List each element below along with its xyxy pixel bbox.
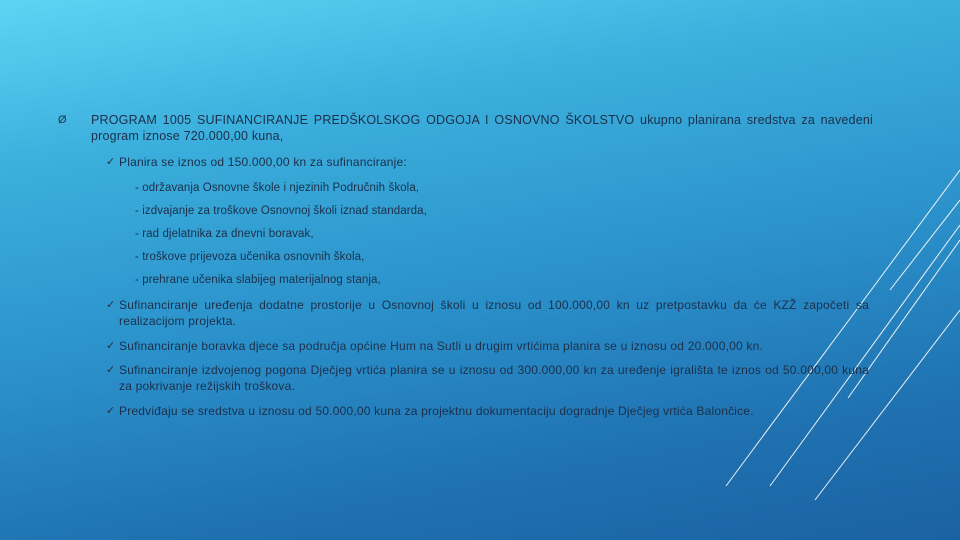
sub-item: - izdvajanje za troškove Osnovnoj školi iznad standarda, bbox=[135, 205, 427, 217]
arrow-bullet-icon: Ø bbox=[58, 114, 67, 126]
checkmark-icon: ✓ bbox=[106, 156, 116, 168]
checkmark-icon: ✓ bbox=[106, 299, 116, 311]
item-text: Predviđaju se sredstva u iznosu od 50.000,00 kuna za projektnu dokumentaciju dogradnje Dječjeg vrtića Balončice. bbox=[119, 404, 754, 418]
sub-item: - prehrane učenika slabijeg materijalnog stanja, bbox=[135, 274, 381, 286]
sub-item: - troškove prijevoza učenika osnovnih škola, bbox=[135, 251, 365, 263]
checkmark-icon: ✓ bbox=[106, 340, 116, 352]
sub-item: - rad djelatnika za dnevni boravak, bbox=[135, 228, 314, 240]
sub-item: - održavanja Osnovne škole i njezinih Područnih škola, bbox=[135, 182, 420, 194]
checkmark-icon: ✓ bbox=[106, 364, 116, 376]
item-text: Sufinanciranje boravka djece sa područja općine Hum na Sutli u drugim vrtićima planira se u iznosu od 20.000,00 kn. bbox=[119, 339, 764, 353]
first-item-text: Planira se iznos od 150.000,00 kn za sufinanciranje: bbox=[119, 155, 407, 169]
checkmark-icon: ✓ bbox=[106, 405, 116, 417]
item-text: Sufinanciranje uređenja dodatne prostorije u Osnovnoj školi u iznosu od 100.000,00 kn uz pretpostavku da će KZŽ započeti sa realizacijom projekta. bbox=[119, 298, 869, 328]
item-text: Sufinanciranje izdvojenog pogona Dječjeg vrtića planira se u iznosu od 300.000,00 kn za uređenje igrališta te iznos od 50.000,00 kuna za pokrivanje režijskih troškova. bbox=[119, 363, 869, 393]
main-bullet-text: PROGRAM 1005 SUFINANCIRANJE PREDŠKOLSKOG ODGOJA I OSNOVNO ŠKOLSTVO ukupno planirana sredstva za navedeni program iznose 720.000,00 kuna, bbox=[91, 113, 873, 143]
